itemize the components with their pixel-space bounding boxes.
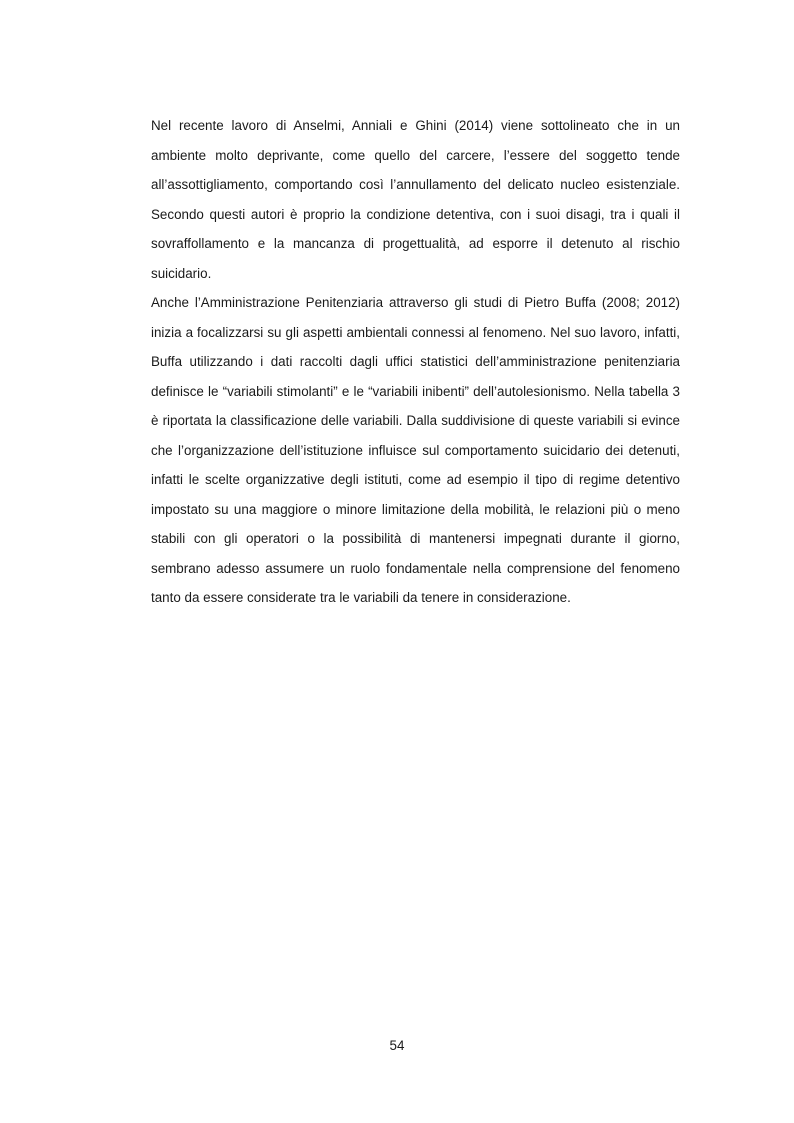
paragraph-1: Nel recente lavoro di Anselmi, Anniali e Ghini (2014) viene sottolineato che in un ambiente molto deprivante, come quello del carcere, l’essere del soggetto tende all’assottigliamento, comportando così l’annullamento del delicato nucleo esistenziale. Secondo questi autori è proprio la condizione detentiva, con i suoi disagi, tra i quali il sovraffollamento e la mancanza di progettualità, ad esporre il detenuto al rischio suicidario. <box>151 118 680 281</box>
body-text <box>151 111 680 613</box>
paragraph-2: Anche l’Amministrazione Penitenziaria attraverso gli studi di Pietro Buffa (2008; 2012) inizia a focalizzarsi su gli aspetti ambientali connessi al fenomeno. Nel suo lavoro, infatti, Buffa utilizzando i dati raccolti dagli uffici statistici dell’amministrazione penitenziaria definisce le “variabili stimolanti” e le “variabili inibenti” dell’autolesionismo. Nella tabella 3 è riportata la classificazione delle variabili. Dalla suddivisione di queste variabili si evince che l’organizzazione dell’istituzione influisce sul comportamento suicidario dei detenuti, infatti le scelte organizzative degli istituti, come ad esempio il tipo di regime detentivo impostato su una maggiore o minore limitazione della mobilità, le relazioni più o meno stabili con gli operatori o la possibilità di mantenersi impegnati durante il giorno, sembrano adesso assumere un ruolo fondamentale nella comprensione del fenomeno tanto da essere considerate tra le variabili da tenere in considerazione. <box>151 295 680 605</box>
page-number: 54 <box>389 1038 405 1053</box>
